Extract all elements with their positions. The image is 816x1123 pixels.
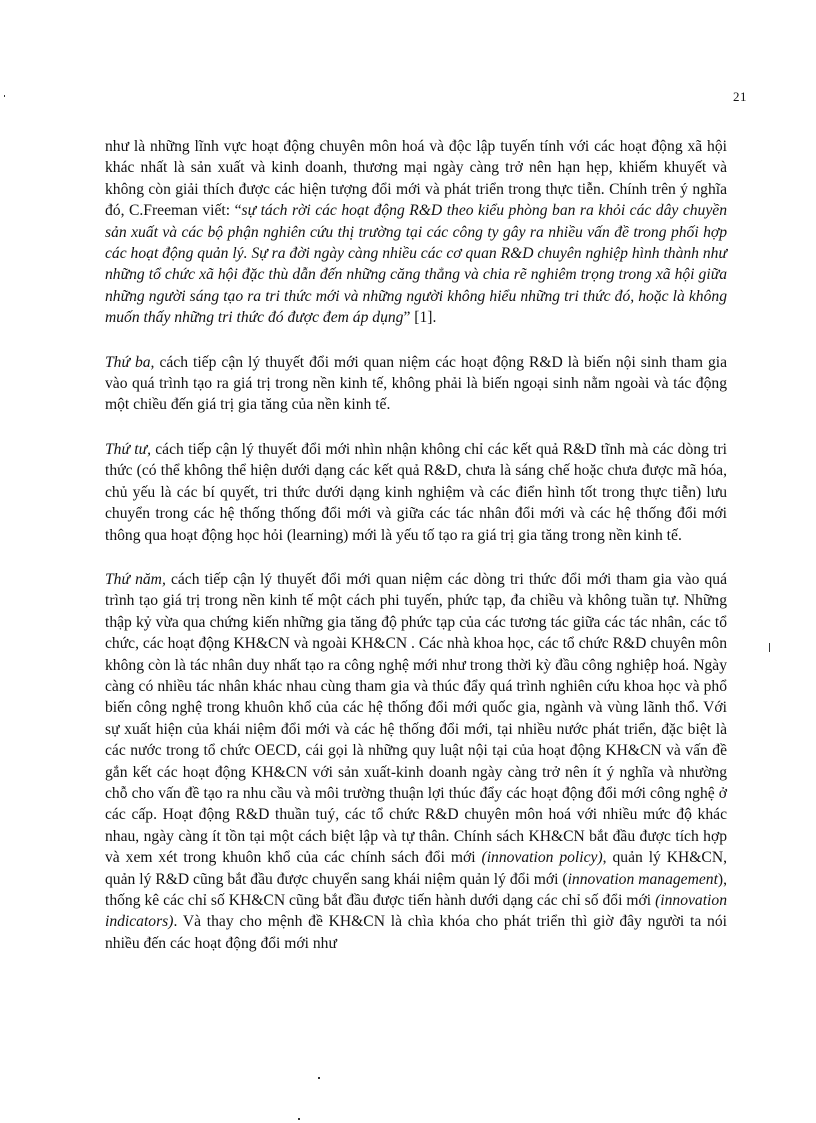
- text-segment: ), thống kê các chỉ số KH&CN cũng bắt đầu được tiến hành dưới dạng các chỉ số đổi mới: [105, 870, 727, 909]
- citation: ” [1].: [403, 309, 437, 327]
- term-innovation-indicators: (innovation indicators): [105, 892, 727, 931]
- paragraph-thu-ba: [105, 352, 727, 416]
- scan-speck: [318, 1077, 320, 1079]
- paragraph-thu-tu: [105, 439, 727, 546]
- paragraph-lead: Thứ năm,: [105, 570, 166, 588]
- scan-speck: [298, 1118, 300, 1120]
- term-innovation-policy: (innovation policy): [481, 849, 603, 867]
- page-number: 21: [733, 89, 747, 104]
- text-segment: cách tiếp cận lý thuyết đổi mới nhìn nhận không chỉ các kết quả R&D tĩnh mà các dòng tri thức (có thể không thể hiện dưới dạng các kết quả R&D, chưa là sáng chế hoặc chưa được mã hóa, chủ yếu là các bí quyết, tri thức dưới dạng kinh nghiệm và các điển hình tốt trong thực tiễn) lưu chuyển trong các hệ thống thống đổi mới và giữa các tác nhân đổi mới và các hệ thống đổi mới thông qua hoạt động học hỏi (learning) mới là yếu tố tạo ra giá trị gia tăng trong nền kinh tế.: [105, 440, 727, 544]
- paragraph-thu-nam: [105, 569, 727, 954]
- text-segment: , quản lý KH&CN, quản lý R&D cũng bắt đầu được chuyển sang khái niệm quản lý đổi mới (: [105, 849, 727, 888]
- text-segment: . Và thay cho mệnh đề KH&CN là chìa khóa cho phát triển thì giờ đây người ta nói nhiều đến các hoạt động đổi mới như: [105, 913, 727, 952]
- paragraph-1: [105, 136, 727, 329]
- freeman-quote: sự tách rời các hoạt động R&D theo kiểu phòng ban ra khỏi các dây chuyền sản xuất và các bộ phận nghiên cứu thị trường tại các công ty gây ra nhiều vấn đề trong phối hợp các hoạt động quản lý. Sự ra đời ngày càng nhiều các cơ quan R&D chuyên nghiệp hình thành như những tổ chức xã hội đặc thù dẫn đến những căng thẳng và chia rẽ nghiêm trọng trong xã hội giữa những người sáng tạo ra tri thức mới và những người không hiểu những tri thức đó, hoặc là không muốn thấy những tri thức đó được đem áp dụng: [105, 202, 727, 327]
- text-segment: như là những lĩnh vực hoạt động chuyên môn hoá và độc lập tuyến tính với các hoạt động xã hội khác nhất là sản xuất và kinh doanh, thương mại ngày càng trở nên hạn hẹp, khiếm khuyết và không còn giải thích được các hiện tượng đổi mới và phát triển trong thực tiễn. Chính trên ý nghĩa đó, C.Freeman viết: “: [105, 138, 727, 220]
- scan-speck: [4, 95, 5, 97]
- paragraph-lead: Thứ ba,: [105, 353, 155, 371]
- text-segment: cách tiếp cận lý thuyết đổi mới quan niệm các hoạt động R&D là biến nội sinh tham gia vào quá trình tạo ra giá trị trong nền kinh tế, không phải là biến ngoại sinh nằm ngoài và tác động một chiều đến giá trị gia tăng của nền kinh tế.: [105, 353, 727, 414]
- term-innovation-management: innovation management: [567, 870, 718, 888]
- paragraph-lead: Thứ tư,: [105, 440, 151, 458]
- text-segment: cách tiếp cận lý thuyết đổi mới quan niệm các dòng tri thức đổi mới tham gia vào quá trình tạo giá trị trong nền kinh tế một cách phi tuyến, phức tạp, đa chiều và không tuần tự. Những thập kỷ vừa qua chứng kiến những gia tăng độ phức tạp của các tương tác giữa các tác nhân, các tổ chức, các hoạt động KH&CN và ngoài KH&CN . Các nhà khoa học, các tổ chức R&D chuyên môn không còn là tác nhân duy nhất tạo ra công nghệ mới như trong thời kỳ đầu công nghiệp hoá. Ngày càng có nhiều tác nhân khác nhau cùng tham gia và thúc đẩy quá trình nghiên cứu khoa học và phổ biến công nghệ trong khuôn khổ của các hệ thống đổi mới quốc gia, ngành và vùng lãnh thổ. Với sự xuất hiện của khái niệm đổi mới và các hệ thống đổi mới, tại nhiều nước phát triển, đặc biệt là các nước trong tổ chức OECD, cái gọi là những quy luật nội tại của hoạt động KH&CN và vấn đề gắn kết các hoạt động KH&CN với sản xuất-kinh doanh ngày càng trở nên ít ý nghĩa và nhường chỗ cho vấn đề tạo ra nhu cầu và môi trường thuận lợi thúc đẩy các hoạt động đổi mới công nghệ ở các cấp. Hoạt động R&D thuần tuý, các tổ chức R&D chuyên môn hoá với nhiều mức độ khác nhau, ngày càng ít tồn tại một cách biệt lập và tự thân. Chính sách KH&CN bắt đầu được tích hợp và xem xét trong khuôn khổ của các chính sách đổi mới: [105, 570, 727, 867]
- scan-speck: [769, 643, 770, 652]
- body-text: [105, 136, 727, 977]
